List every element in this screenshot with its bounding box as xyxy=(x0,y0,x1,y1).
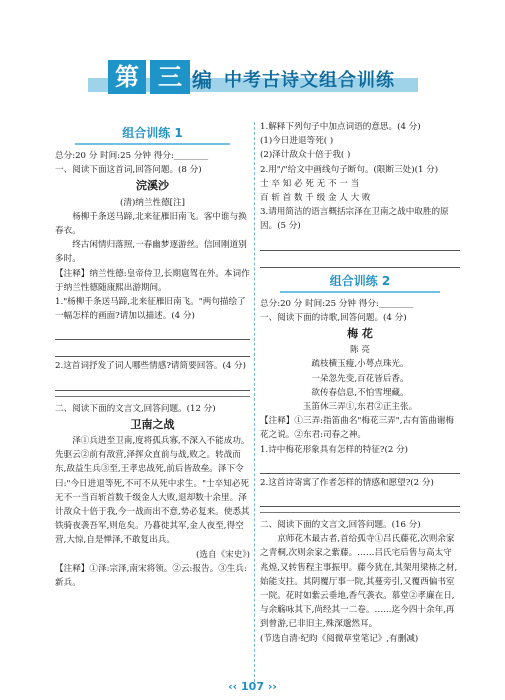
part-heading: 一、阅读下面这首词,回答问题。(8 分) xyxy=(55,165,202,176)
chapter-char-1: 第 xyxy=(108,60,146,94)
question: 2.这首诗寄寓了作者怎样的情感和愿望?(2 分) xyxy=(260,477,434,488)
source: (选自《宋史》) xyxy=(196,549,250,560)
poem-author: (清)纳兰性德[注] xyxy=(120,197,185,208)
sub-question: (2)泽计敌众十倍于我( ) xyxy=(260,150,351,161)
sub-question: (1)今日进退等死( ) xyxy=(260,136,334,147)
poem-line: 欲传春信息,不怕雪埋藏。 xyxy=(311,387,409,398)
right-column xyxy=(260,120,460,646)
poem-line: 疏枝横玉瘦,小萼点珠光。 xyxy=(311,359,409,370)
passage-title: 卫南之战 xyxy=(130,417,175,431)
poem-title: 梅 花 xyxy=(347,327,373,341)
page-ornament-right: ›› xyxy=(267,680,277,693)
note: 【注释】①泽:宗泽,南宋将领。②云:报告。③生兵:新兵。 xyxy=(55,563,247,589)
score-line: 总分:20 分 时间:25 分钟 得分:________ xyxy=(260,298,414,309)
answer-line[interactable] xyxy=(55,342,250,357)
section-line xyxy=(280,291,440,293)
segment-line: 士 卒 知 必 死 无 不 一 当 xyxy=(260,178,360,189)
note: 【注释】①三弄:指笛曲名"梅花三弄",古有笛曲谢梅花之说。②东君:司春之神。 xyxy=(260,416,455,441)
page-number xyxy=(0,680,505,693)
section-title-1: 组合训练 1 xyxy=(122,126,183,140)
poem-title: 浣溪沙 xyxy=(136,179,169,193)
section-title-2: 组合训练 2 xyxy=(329,273,391,288)
separator xyxy=(260,512,460,513)
answer-line[interactable] xyxy=(260,253,460,268)
passage-text: 京师花木最古者,首给孤寺①吕氏藤花,次则余家之青桐,次则余家之紫藤。……吕氏宅后售与高太守兆煌,又转售程主事振甲。藤今犹在,其架用梁栋之材,始能支拄。其阴覆厅事一院,其蔓旁引,又覆西偏书室一院。花时如紫云垂地,香气袭衣。慕堂②孝廉在日,与余觞咏其下,尚经其一二卷。……迄今四十余年,再到曾游,已非旧主,殊深邈然耳。 xyxy=(260,534,458,630)
left-column xyxy=(55,120,250,590)
poem-line: 终古闲情归落照,一春幽梦逐游丝。信回刚道别多时。 xyxy=(55,240,247,265)
question: 1.诗中梅花形象具有怎样的特征?(2 分) xyxy=(260,444,409,455)
note: 【注释】纳兰性德:皇帝侍卫,长期扈驾在外。本词作于纳兰性德随康熙出游期间。 xyxy=(55,268,250,293)
answer-line[interactable] xyxy=(260,492,460,507)
score-line: 总分:20 分 时间:25 分钟 得分:________ xyxy=(55,151,209,161)
question: 2.这首词抒发了词人哪些情感?请简要回答。(4 分) xyxy=(55,361,246,372)
section-line xyxy=(75,143,230,145)
passage-text: 泽①兵进至卫南,度将孤兵寡,不深入不能成功。先驱云②前有敌营,泽挥众直前与战,败之。转战而东,敌益生兵③至,王孝忠战死,前后皆敌垒。泽下令曰:"今日进退等死,不可不从死中求生。"士卒知必死无不一当百斩首数千级金人大败,退却数十余里。泽计敌众十倍于我,今一战而出不意,势必复来。使悉其铁骑夜袭吾军,则危矣。乃暮徙其军,金人夜至,得空营,大惊,自是惮泽,不敢复出兵。 xyxy=(55,436,250,546)
chapter-title: 中考古诗文组合训练 xyxy=(224,70,395,91)
separator xyxy=(55,396,250,397)
segment-line: 百 斩 首 数 千 级 金 人 大 败 xyxy=(260,193,371,204)
chapter-char-3: 编 xyxy=(192,68,212,92)
chapter-banner xyxy=(88,60,418,98)
question: 1."杨柳千条送马蹄,北来征雁旧南飞。"两句描绘了一幅怎样的画面?请加以描述。(4 分) xyxy=(55,297,246,322)
column-divider xyxy=(254,122,256,682)
poem-author: 陈 亮 xyxy=(350,345,370,356)
answer-line[interactable] xyxy=(260,459,460,474)
poem-line: 玉笛休三弄①,东君②正主张。 xyxy=(302,402,418,413)
poem-line: 杨柳千条送马蹄,北来征雁旧南飞。客中谁与换春衣。 xyxy=(55,211,247,237)
page-number-text: 107 xyxy=(241,680,264,693)
question: 2.用"/"给文中画线句子断句。(限断三处)(1 分) xyxy=(260,164,439,175)
answer-line[interactable] xyxy=(55,325,250,340)
part-heading: 一、阅读下面的诗歌,回答问题。(4 分) xyxy=(260,312,407,323)
page-ornament-left: ‹‹ xyxy=(228,680,238,693)
part-heading: 二、阅读下面的文言文,回答问题。(12 分) xyxy=(55,403,216,414)
answer-line[interactable] xyxy=(260,236,460,251)
source: (节选自清·纪昀《阅微草堂笔记》,有删减) xyxy=(260,633,419,644)
part-heading: 二、阅读下面的文言文,回答问题。(16 分) xyxy=(260,520,421,531)
question: 3.请用简洁的语言概括宗泽在卫南之战中取胜的原因。(5 分) xyxy=(260,207,449,232)
question: 1.解释下列句子中加点词语的意思。(4 分) xyxy=(260,122,421,132)
chapter-char-2: 三 xyxy=(150,60,190,94)
answer-line[interactable] xyxy=(55,376,250,391)
poem-line: 一朵忽先变,百花皆后香。 xyxy=(311,373,409,384)
